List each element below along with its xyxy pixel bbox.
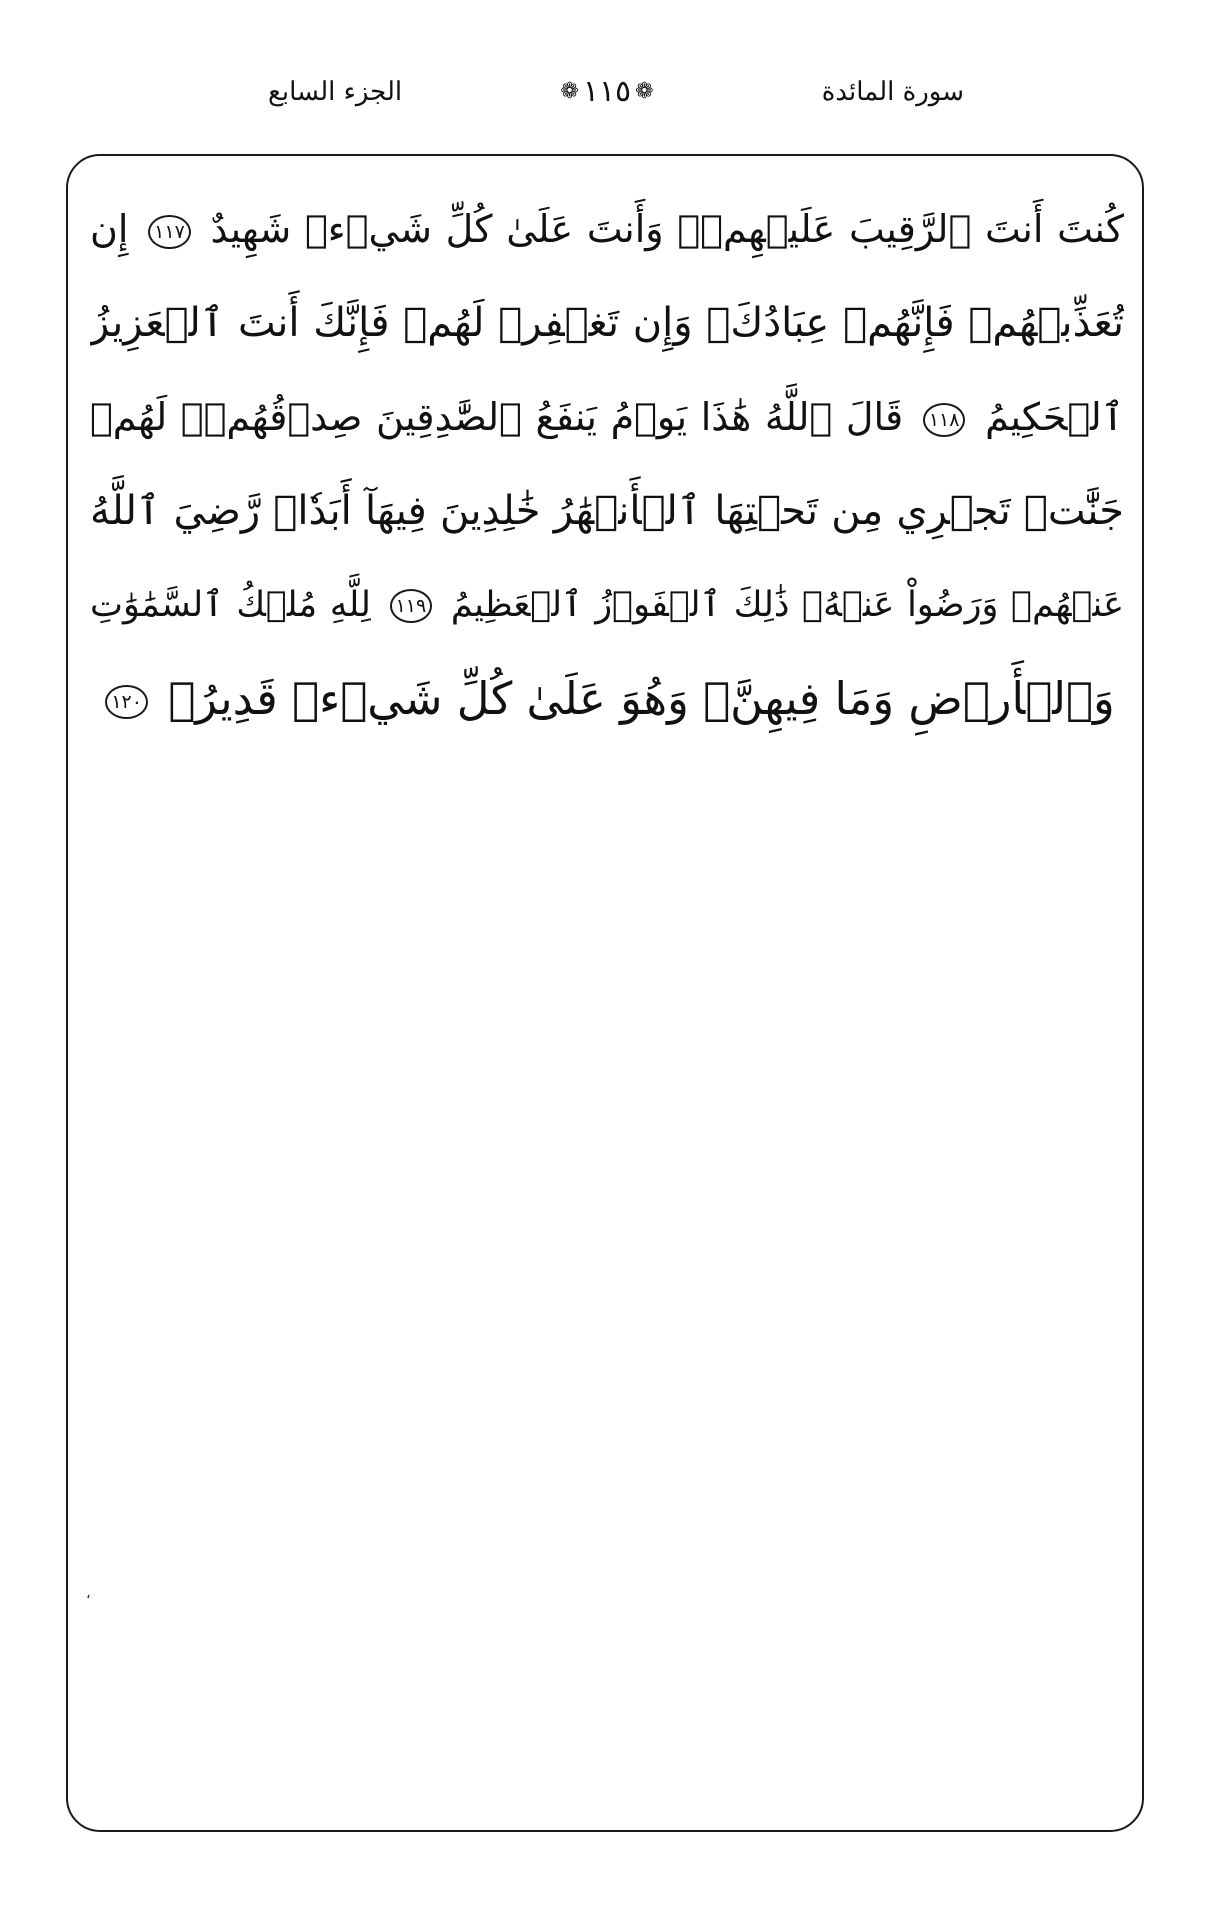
line-text: ٱلۡحَكِيمُ: [985, 395, 1124, 439]
line-text: وَٱلۡأَرۡضِ وَمَا فِيهِنَّۚ وَهُوَ عَلَىٰ كُلِّ شَيۡءٖ قَدِيرُۢ: [168, 672, 1115, 725]
line-text: لِلَّهِ مُلۡكُ ٱلسَّمَٰوَٰتِ: [90, 585, 371, 625]
text-line-3: [90, 370, 1124, 464]
line-text: إِن: [90, 207, 129, 251]
line-text: عَنۡهُمۡ وَرَضُواْ عَنۡهُۚ ذَٰلِكَ ٱلۡفَوۡزُ ٱلۡعَظِيمُ: [450, 585, 1124, 625]
verse-text-block: [90, 182, 1124, 746]
text-line-4: [90, 464, 1124, 558]
line-text: تُعَذِّبۡهُمۡ فَإِنَّهُمۡ عِبَادُكَۖ وَإِن تَغۡفِرۡ لَهُمۡ فَإِنَّكَ أَنتَ ٱلۡعَزِيزُ: [90, 300, 1124, 346]
page-number-value: ١١٥: [582, 74, 632, 109]
verse-marker-120: ١٢٠: [105, 685, 148, 719]
verse-marker-118: ١١٨: [923, 403, 966, 437]
line-text: قَالَ ٱللَّهُ هَٰذَا يَوۡمُ يَنفَعُ ٱلصَّٰدِقِينَ صِدۡقُهُمۡۚ لَهُمۡ: [90, 395, 904, 439]
ornament-icon: ❁: [560, 79, 579, 104]
line-text: كُنتَ أَنتَ ٱلرَّقِيبَ عَلَيۡهِمۡۚ وَأَنتَ عَلَىٰ كُلِّ شَيۡءٖ شَهِيدٌ: [210, 207, 1124, 251]
page-header: [0, 62, 1214, 122]
text-line-1: [90, 182, 1124, 276]
page-number: [0, 62, 1214, 122]
stray-mark: ،: [86, 1586, 91, 1602]
ornament-icon: ❁: [635, 79, 654, 104]
line-text: جَنَّٰتٞ تَجۡرِي مِن تَحۡتِهَا ٱلۡأَنۡهَٰرُ خَٰلِدِينَ فِيهَآ أَبَدٗاۖ رَّضِيَ ٱللَّهُ: [90, 488, 1124, 534]
juz-title: الجزء السابع: [268, 77, 403, 107]
surah-title: سورة المائدة: [821, 77, 964, 107]
verse-marker-117: ١١٧: [148, 215, 191, 249]
text-line-2: [90, 276, 1124, 370]
text-line-5: [90, 558, 1124, 652]
verse-marker-119: ١١٩: [390, 589, 433, 623]
text-line-6: [90, 652, 1124, 746]
